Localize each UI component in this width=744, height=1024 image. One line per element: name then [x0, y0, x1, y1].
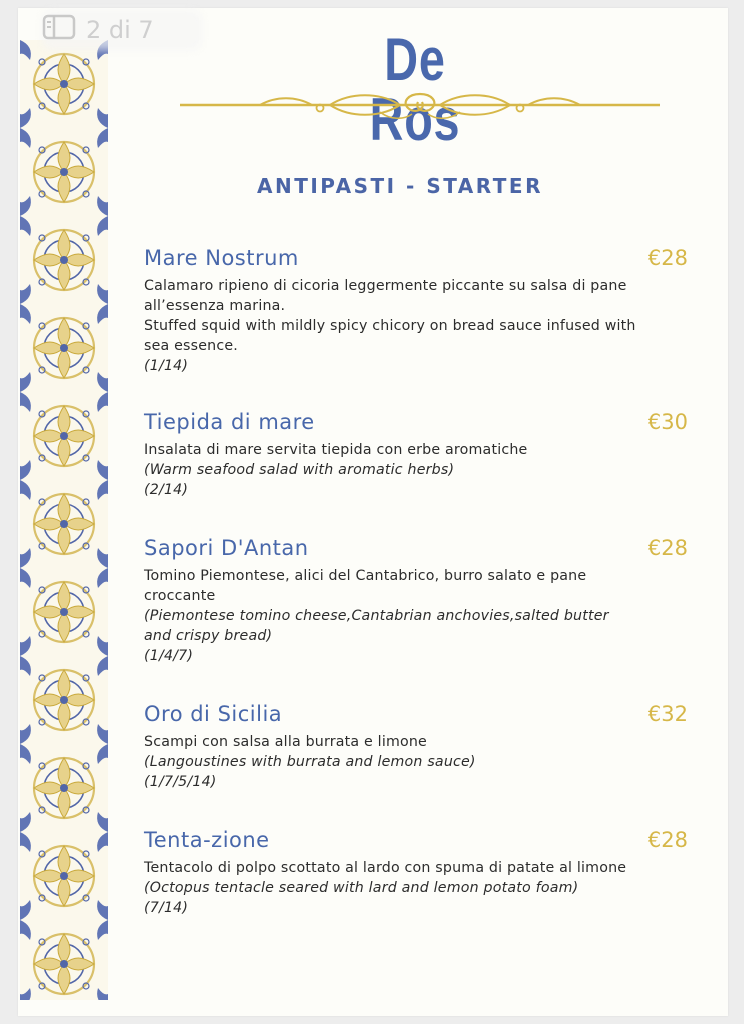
dish-price: €28 — [647, 246, 688, 270]
dish-translation: sea essence. — [144, 338, 238, 354]
dish-description: Tentacolo di polpo scottato al lardo con spuma di patate al limone — [144, 860, 627, 876]
dish-allergens: (7/14) — [144, 900, 189, 916]
dish-price: €32 — [647, 702, 688, 726]
menu-item — [144, 246, 692, 376]
dish-allergens: (1/14) — [144, 358, 189, 374]
dish-translation: (Piemontese tomino cheese,Cantabrian anchovies,salted butter — [144, 608, 609, 624]
dish-price: €28 — [647, 828, 688, 852]
dish-allergens: (2/14) — [144, 482, 189, 498]
dish-allergens: (1/4/7) — [144, 648, 194, 664]
dish-name: Oro di Sicilia — [144, 702, 283, 726]
dish-description: Insalata di mare servita tiepida con erbe aromatiche — [144, 442, 528, 458]
dish-translation: (Octopus tentacle seared with lard and lemon potato foam) — [144, 880, 579, 896]
menu-item — [144, 536, 692, 666]
gold-flourish-divider — [180, 88, 660, 128]
dish-description: Scampi con salsa alla burrata e limone — [144, 734, 427, 750]
dish-description: croccante — [144, 588, 216, 604]
dish-translation: (Warm seafood salad with aromatic herbs) — [144, 462, 455, 478]
sidebar-icon[interactable] — [42, 14, 76, 46]
dish-price: €28 — [647, 536, 688, 560]
dish-name: Tiepida di mare — [144, 410, 315, 434]
dish-description: all’essenza marina. — [144, 298, 286, 314]
page-indicator[interactable] — [42, 10, 202, 50]
menu-item — [144, 410, 692, 500]
dish-name: Mare Nostrum — [144, 246, 299, 270]
dish-description: Tomino Piemontese, alici del Cantabrico, burro salato e pane — [144, 568, 587, 584]
dish-name: Tenta-zione — [144, 828, 270, 852]
menu-item — [144, 828, 692, 918]
dish-translation: and crispy bread) — [144, 628, 273, 644]
dish-translation: Stuffed squid with mildly spicy chicory on bread sauce infused with — [144, 318, 636, 334]
dish-translation: (Langoustines with burrata and lemon sauce) — [144, 754, 476, 770]
restaurant-name: De Ros — [369, 26, 461, 153]
dish-description: Calamaro ripieno di cicoria leggermente piccante su salsa di pane — [144, 278, 627, 294]
decorative-tile-border — [20, 40, 108, 1000]
dish-price: €30 — [647, 410, 688, 434]
dish-name: Sapori D'Antan — [144, 536, 309, 560]
menu-item — [144, 702, 692, 792]
page-indicator-text: 2 di 7 — [86, 16, 154, 44]
dish-allergens: (1/7/5/14) — [144, 774, 217, 790]
section-title: ANTIPASTI - STARTER — [257, 174, 543, 198]
